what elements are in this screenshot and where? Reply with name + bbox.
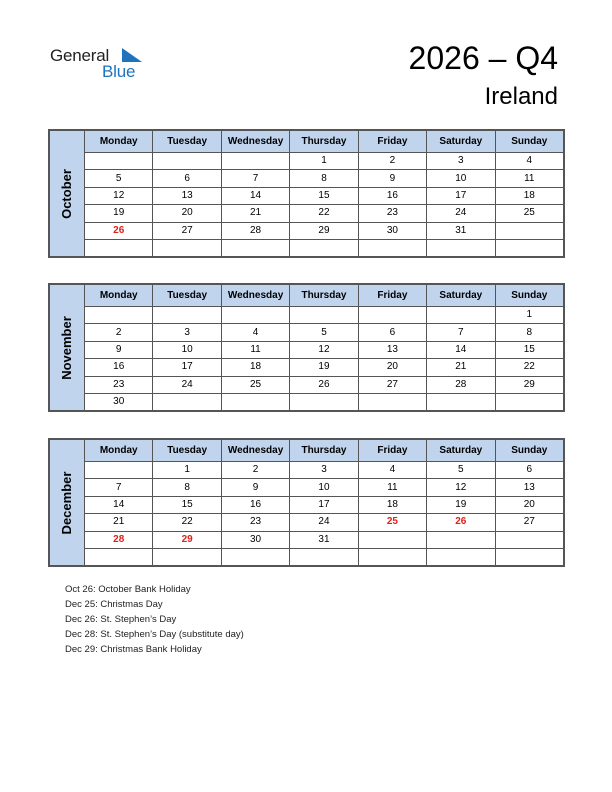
holiday-note: Oct 26: October Bank Holiday: [65, 584, 191, 595]
week-row: [50, 462, 564, 479]
weekday-header: Friday: [358, 131, 426, 153]
day-cell: [495, 222, 563, 239]
day-cell: [427, 531, 495, 548]
weekday-header: Tuesday: [153, 131, 221, 153]
day-cell: [290, 239, 358, 256]
day-cell: 22: [290, 205, 358, 222]
weekday-header: Saturday: [427, 285, 495, 307]
day-cell: 24: [427, 205, 495, 222]
day-cell: 7: [221, 170, 289, 187]
month-block-december: [48, 438, 565, 567]
week-row: [50, 359, 564, 376]
day-cell: 8: [290, 170, 358, 187]
day-cell: 1: [153, 462, 221, 479]
day-cell: 27: [358, 376, 426, 393]
day-cell: [221, 307, 289, 324]
day-cell: 21: [427, 359, 495, 376]
day-cell: 1: [495, 307, 563, 324]
day-cell: [221, 393, 289, 410]
day-cell: [495, 239, 563, 256]
week-row: [50, 531, 564, 548]
day-cell: 4: [495, 153, 563, 170]
day-cell: [427, 393, 495, 410]
week-row: [50, 324, 564, 341]
day-cell: [221, 548, 289, 565]
day-cell: 25: [358, 514, 426, 531]
day-cell: 9: [85, 341, 153, 358]
week-row: [50, 514, 564, 531]
month-table: [49, 439, 564, 566]
holiday-notes: [65, 582, 244, 657]
day-cell: 19: [85, 205, 153, 222]
day-cell: 17: [427, 187, 495, 204]
month-block-november: [48, 283, 565, 412]
day-cell: 11: [221, 341, 289, 358]
day-cell: 28: [221, 222, 289, 239]
day-cell: 20: [358, 359, 426, 376]
day-cell: [427, 548, 495, 565]
week-row: [50, 307, 564, 324]
day-cell: 24: [290, 514, 358, 531]
day-cell: 14: [221, 187, 289, 204]
day-cell: [427, 307, 495, 324]
month-label-cell: [50, 285, 85, 411]
day-cell: 30: [358, 222, 426, 239]
weekday-header-row: [50, 285, 564, 307]
weekday-header: Wednesday: [221, 131, 289, 153]
day-cell: 18: [221, 359, 289, 376]
day-cell: 6: [495, 462, 563, 479]
weekday-header: Monday: [85, 285, 153, 307]
day-cell: [427, 239, 495, 256]
holiday-note: Dec 28: St. Stephen’s Day (substitute day): [65, 629, 244, 640]
day-cell: 4: [221, 324, 289, 341]
day-cell: 20: [495, 496, 563, 513]
day-cell: 27: [153, 222, 221, 239]
week-row: [50, 341, 564, 358]
day-cell: 25: [221, 376, 289, 393]
day-cell: 15: [153, 496, 221, 513]
weekday-header-row: [50, 440, 564, 462]
day-cell: 29: [290, 222, 358, 239]
day-cell: 26: [85, 222, 153, 239]
month-table: [49, 284, 564, 411]
day-cell: 2: [85, 324, 153, 341]
day-cell: 22: [153, 514, 221, 531]
month-name: November: [59, 315, 74, 380]
day-cell: 13: [358, 341, 426, 358]
weekday-header: Thursday: [290, 440, 358, 462]
day-cell: 6: [153, 170, 221, 187]
weekday-header: Sunday: [495, 131, 563, 153]
day-cell: 10: [290, 479, 358, 496]
week-row: [50, 496, 564, 513]
day-cell: [495, 393, 563, 410]
day-cell: 2: [221, 462, 289, 479]
weekday-header: Thursday: [290, 131, 358, 153]
week-row: [50, 548, 564, 565]
day-cell: [221, 153, 289, 170]
day-cell: [85, 153, 153, 170]
logo-general-text: General: [50, 46, 110, 65]
day-cell: 8: [153, 479, 221, 496]
weekday-header: Tuesday: [153, 440, 221, 462]
weekday-header: Wednesday: [221, 440, 289, 462]
day-cell: 31: [290, 531, 358, 548]
day-cell: 22: [495, 359, 563, 376]
day-cell: 5: [290, 324, 358, 341]
generalblue-logo: [50, 44, 150, 84]
day-cell: 14: [85, 496, 153, 513]
day-cell: 2: [358, 153, 426, 170]
day-cell: 8: [495, 324, 563, 341]
week-row: [50, 205, 564, 222]
day-cell: 3: [290, 462, 358, 479]
day-cell: 12: [85, 187, 153, 204]
week-row: [50, 239, 564, 256]
day-cell: 28: [427, 376, 495, 393]
day-cell: 12: [427, 479, 495, 496]
week-row: [50, 393, 564, 410]
week-row: [50, 222, 564, 239]
weekday-header: Monday: [85, 440, 153, 462]
day-cell: [85, 462, 153, 479]
day-cell: 12: [290, 341, 358, 358]
day-cell: [358, 548, 426, 565]
day-cell: [153, 307, 221, 324]
day-cell: [85, 548, 153, 565]
day-cell: 30: [85, 393, 153, 410]
month-block-october: [48, 129, 565, 258]
day-cell: 25: [495, 205, 563, 222]
day-cell: 15: [290, 187, 358, 204]
day-cell: 6: [358, 324, 426, 341]
day-cell: [495, 531, 563, 548]
day-cell: [358, 393, 426, 410]
day-cell: 14: [427, 341, 495, 358]
day-cell: 9: [358, 170, 426, 187]
day-cell: [85, 307, 153, 324]
week-row: [50, 170, 564, 187]
weekday-header: Friday: [358, 440, 426, 462]
day-cell: 20: [153, 205, 221, 222]
day-cell: 10: [427, 170, 495, 187]
day-cell: 21: [85, 514, 153, 531]
day-cell: 16: [221, 496, 289, 513]
page-title: 2026 – Q4: [408, 40, 558, 76]
day-cell: 28: [85, 531, 153, 548]
weekday-header: Thursday: [290, 285, 358, 307]
day-cell: 24: [153, 376, 221, 393]
day-cell: 10: [153, 341, 221, 358]
day-cell: 26: [427, 514, 495, 531]
day-cell: 19: [427, 496, 495, 513]
day-cell: 5: [427, 462, 495, 479]
day-cell: 23: [85, 376, 153, 393]
day-cell: [290, 548, 358, 565]
day-cell: [358, 531, 426, 548]
day-cell: [153, 548, 221, 565]
weekday-header: Tuesday: [153, 285, 221, 307]
day-cell: [153, 153, 221, 170]
day-cell: 31: [427, 222, 495, 239]
day-cell: 27: [495, 514, 563, 531]
day-cell: [290, 307, 358, 324]
holiday-note: Dec 26: St. Stephen’s Day: [65, 614, 177, 625]
day-cell: 16: [358, 187, 426, 204]
holiday-note: Dec 29: Christmas Bank Holiday: [65, 644, 202, 655]
weekday-header: Saturday: [427, 131, 495, 153]
day-cell: 19: [290, 359, 358, 376]
week-row: [50, 376, 564, 393]
country-name: Ireland: [484, 83, 558, 110]
day-cell: 17: [153, 359, 221, 376]
day-cell: 11: [358, 479, 426, 496]
day-cell: 18: [495, 187, 563, 204]
weekday-header: Saturday: [427, 440, 495, 462]
day-cell: 29: [153, 531, 221, 548]
weekday-header: Wednesday: [221, 285, 289, 307]
day-cell: 9: [221, 479, 289, 496]
day-cell: 5: [85, 170, 153, 187]
day-cell: [358, 307, 426, 324]
week-row: [50, 153, 564, 170]
weekday-header: Monday: [85, 131, 153, 153]
day-cell: 11: [495, 170, 563, 187]
month-label-cell: [50, 131, 85, 257]
day-cell: [290, 393, 358, 410]
logo-blue-text: Blue: [102, 62, 136, 81]
day-cell: 4: [358, 462, 426, 479]
weekday-header: Sunday: [495, 440, 563, 462]
day-cell: 23: [358, 205, 426, 222]
day-cell: 29: [495, 376, 563, 393]
day-cell: 13: [495, 479, 563, 496]
month-label-cell: [50, 440, 85, 566]
day-cell: [85, 239, 153, 256]
day-cell: [358, 239, 426, 256]
day-cell: 21: [221, 205, 289, 222]
month-table: [49, 130, 564, 257]
day-cell: [153, 393, 221, 410]
month-name: October: [59, 168, 74, 219]
day-cell: 3: [427, 153, 495, 170]
weekday-header: Friday: [358, 285, 426, 307]
weekday-header: Sunday: [495, 285, 563, 307]
day-cell: 7: [427, 324, 495, 341]
logo-triangle-icon: [122, 48, 142, 62]
weekday-header-row: [50, 131, 564, 153]
day-cell: 7: [85, 479, 153, 496]
day-cell: [153, 239, 221, 256]
day-cell: 18: [358, 496, 426, 513]
day-cell: 23: [221, 514, 289, 531]
day-cell: 3: [153, 324, 221, 341]
day-cell: 30: [221, 531, 289, 548]
day-cell: 15: [495, 341, 563, 358]
day-cell: 1: [290, 153, 358, 170]
day-cell: 26: [290, 376, 358, 393]
day-cell: 13: [153, 187, 221, 204]
holiday-note: Dec 25: Christmas Day: [65, 599, 163, 610]
week-row: [50, 187, 564, 204]
day-cell: 17: [290, 496, 358, 513]
day-cell: 16: [85, 359, 153, 376]
week-row: [50, 479, 564, 496]
day-cell: [495, 548, 563, 565]
month-name: December: [59, 471, 74, 535]
day-cell: [221, 239, 289, 256]
